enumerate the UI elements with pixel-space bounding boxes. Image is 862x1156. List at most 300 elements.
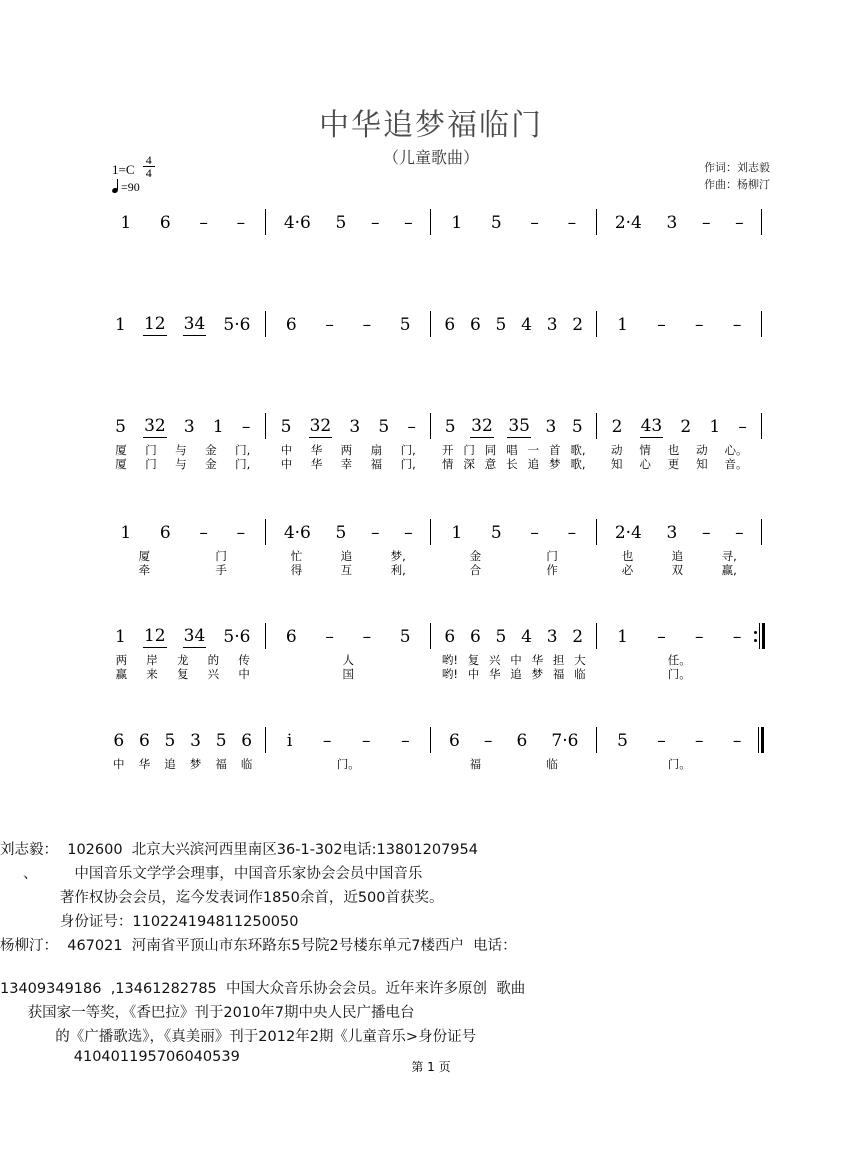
lyric-syllable: 福 (552, 667, 565, 681)
lyric-syllable: 也 (667, 443, 680, 457)
lyric-syllable: 门。 (336, 757, 360, 771)
measure (597, 518, 763, 548)
lyric-syllable: 双 (671, 563, 684, 577)
measure (431, 310, 597, 340)
footer-line: 著作权协会会员，迄今发表词作1850余首，近500首获奖。 (0, 890, 444, 906)
page-subtitle: （儿童歌曲） (382, 150, 479, 167)
lyric-syllable: 复 (467, 653, 480, 667)
note: – (404, 523, 413, 543)
lyric-syllable: 追 (510, 667, 522, 681)
lyric-syllable: 忙 (290, 549, 303, 563)
lyric-syllable: 情 (441, 457, 454, 471)
lyric-row (100, 666, 762, 682)
note: – (702, 213, 711, 233)
note: 1 (617, 315, 628, 335)
note: – (657, 731, 666, 751)
lyric-syllable: 一 (527, 443, 540, 457)
note: – (483, 731, 493, 751)
note: 5 (164, 731, 176, 751)
note: – (407, 417, 416, 437)
note: – (199, 523, 208, 543)
note: – (735, 213, 744, 233)
note: – (738, 417, 747, 437)
note: – (695, 315, 704, 335)
lyric-syllable: 歌, (570, 457, 586, 471)
lyric-measure (431, 756, 597, 772)
note: 34 (183, 626, 206, 646)
lyric-syllable: 大 (574, 653, 586, 667)
note: – (657, 315, 666, 335)
note: 32 (471, 416, 493, 436)
measure-row (100, 518, 762, 548)
lyric-syllable: 临 (546, 757, 558, 771)
note: 6 (285, 315, 297, 335)
music-system (100, 310, 762, 340)
note: – (702, 523, 711, 543)
measure (266, 208, 432, 238)
lyric-measure (266, 756, 432, 772)
lyric-syllable: 与 (175, 443, 187, 457)
time-denominator: 4 (145, 166, 152, 180)
note: 5 (399, 627, 411, 647)
note: 2 (611, 417, 623, 437)
lyric-syllable: 金 (469, 549, 482, 563)
note: – (325, 315, 334, 335)
lyric-syllable: 歌, (570, 443, 586, 457)
note: 6 (449, 731, 460, 751)
measure-row (100, 208, 762, 238)
time-signature (143, 155, 155, 178)
repeat-barline (758, 623, 765, 649)
measure-row (100, 412, 762, 442)
note: – (362, 627, 372, 647)
lyric-syllable: 知 (696, 457, 708, 471)
note: 3 (546, 315, 558, 335)
note: 1 (451, 213, 463, 233)
lyric-syllable: 中 (280, 457, 293, 471)
lyric-syllable: 赢, (721, 563, 737, 577)
lyric-syllable: 动 (610, 443, 623, 457)
lyric-syllable: 利, (390, 563, 406, 577)
note: 7·6 (551, 731, 579, 751)
note: – (199, 213, 208, 233)
lyric-syllable: 门。 (667, 667, 691, 681)
measure (266, 622, 432, 652)
note-row (100, 622, 762, 652)
lyric-syllable: 福 (370, 457, 383, 471)
lyric-row (100, 562, 762, 578)
note: 3 (183, 417, 195, 437)
note: 4 (521, 627, 532, 647)
lyric-syllable: 深 (463, 457, 475, 471)
lyric-syllable: 传 (238, 653, 250, 667)
note: – (371, 213, 380, 233)
footer-line (0, 958, 862, 974)
lyric-measure (597, 666, 763, 682)
measure (431, 208, 597, 238)
note: – (567, 213, 577, 233)
note: – (362, 315, 372, 335)
note: – (567, 523, 577, 543)
footer-contact-block (0, 838, 862, 1068)
measure (597, 726, 763, 756)
barline (761, 311, 762, 337)
note: 5 (490, 213, 502, 233)
lyric-syllable: 兴 (489, 653, 501, 667)
note: 5 (378, 417, 390, 437)
note: – (401, 731, 410, 751)
note: – (530, 523, 539, 543)
note: 1 (212, 417, 224, 437)
note: – (325, 627, 334, 647)
footer-line: 获国家一等奖，《香巴拉》刊于2010年7期中央人民广播电台 (0, 1005, 415, 1021)
note-row (100, 518, 762, 548)
lyric-syllable: 华 (310, 457, 323, 471)
note: 4·6 (283, 523, 311, 543)
lyric-syllable: 情 (639, 443, 651, 457)
lyric-syllable: 华 (489, 667, 501, 681)
lyric-syllable: 同 (484, 443, 497, 457)
lyric-syllable: 幸 (340, 457, 353, 471)
note: 6 (444, 627, 456, 647)
note: 5 (495, 315, 507, 335)
note: – (732, 731, 742, 751)
note: 2 (572, 627, 584, 647)
lyric-syllable: 作 (546, 563, 558, 577)
note: – (657, 627, 666, 647)
lyric-syllable: 更 (667, 457, 680, 471)
note: i (286, 731, 293, 751)
lyric-syllable: 追 (527, 457, 540, 471)
note: 1 (115, 315, 126, 335)
note: 5 (490, 523, 502, 543)
lyric-syllable: 中 (467, 667, 480, 681)
lyric-syllable: 门, (235, 443, 251, 457)
note: – (371, 523, 380, 543)
lyric-syllable: 福 (215, 757, 227, 771)
lyric-syllable: 门 (145, 443, 157, 457)
note: 3 (546, 627, 558, 647)
lyric-syllable: 门, (400, 457, 416, 471)
lyric-syllable: 互 (340, 563, 353, 577)
note: 5 (335, 213, 347, 233)
lyric-syllable: 门 (546, 549, 558, 563)
measure-row (100, 622, 762, 652)
lyric-syllable: 华 (138, 757, 151, 771)
note: 5·6 (223, 627, 251, 647)
lyric-syllable: 华 (310, 443, 323, 457)
note: 1 (120, 213, 132, 233)
lyric-syllable: 厦 (115, 457, 127, 471)
note: 5 (617, 731, 628, 751)
lyric-syllable: 门 (463, 443, 475, 457)
note: 6 (159, 213, 171, 233)
note: 5 (571, 417, 583, 437)
note: – (695, 731, 704, 751)
note: 12 (143, 626, 166, 646)
measure (100, 518, 266, 548)
lyric-syllable: 梦 (189, 757, 202, 771)
final-barline (758, 727, 764, 753)
note: 4·6 (283, 213, 311, 233)
measure (100, 208, 266, 238)
lyric-measure (266, 456, 432, 472)
lyric-syllable: 知 (610, 457, 623, 471)
key-label: 1=C (112, 162, 135, 177)
lyric-syllable: 心 (639, 457, 651, 471)
barline (761, 209, 762, 235)
lyric-syllable: 中 (113, 757, 125, 771)
lyric-syllable: 必 (621, 563, 634, 577)
note: 5 (399, 315, 411, 335)
footer-line: 13409349186 ,13461282785 中国大众音乐协会会员。近年来许多原创 歌曲 (0, 981, 526, 997)
lyric-syllable: 人 (342, 653, 354, 667)
lyric-syllable: 龙 (176, 653, 189, 667)
lyric-syllable: 梦 (531, 667, 544, 681)
measure (100, 412, 266, 442)
note: 6 (138, 731, 150, 751)
note: 3 (349, 417, 361, 437)
footer-line: 身份证号：110224194811250050 (0, 914, 299, 930)
note: – (732, 315, 742, 335)
lyric-measure (100, 666, 266, 682)
measure (266, 726, 432, 756)
lyric-syllable: 长 (506, 457, 518, 471)
lyric-measure (597, 456, 763, 472)
music-system (100, 622, 762, 681)
lyric-syllable: 意 (484, 457, 497, 471)
lyric-syllable: 寻, (721, 549, 737, 563)
lyric-syllable: 也 (621, 549, 634, 563)
lyric-syllable: 合 (469, 563, 482, 577)
lyric-syllable: 门 (145, 457, 157, 471)
footer-line: 410401195706040539 (0, 1049, 240, 1065)
lyric-syllable: 哟! (441, 653, 458, 667)
note: 4 (521, 315, 532, 335)
note: – (322, 731, 332, 751)
footer-line: 、 中国音乐文学学会理事，中国音乐家协会会员中国音乐 (0, 866, 423, 882)
note: 3 (190, 731, 201, 751)
note: 3 (545, 417, 557, 437)
lyric-syllable: 动 (696, 443, 708, 457)
lyric-syllable: 得 (290, 563, 303, 577)
note: 6 (469, 315, 481, 335)
lyric-syllable: 梦, (390, 549, 406, 563)
composer-credit: 作曲：杨柳汀 (704, 179, 770, 191)
lyric-row (100, 456, 762, 472)
note-row (100, 208, 762, 238)
note: – (241, 417, 251, 437)
note: 1 (451, 523, 463, 543)
note: – (236, 213, 246, 233)
note: 6 (516, 731, 528, 751)
lyric-row (100, 756, 762, 772)
lyric-syllable: 门 (215, 549, 227, 563)
lyric-measure (597, 756, 763, 772)
measure (431, 518, 597, 548)
lyric-syllable: 福 (469, 757, 482, 771)
measure (100, 310, 266, 340)
lyric-syllable: 追 (340, 549, 353, 563)
lyric-syllable: 中 (510, 653, 522, 667)
lyric-measure (266, 666, 432, 682)
note: 12 (143, 314, 166, 334)
lyric-syllable: 中 (280, 443, 293, 457)
lyric-syllable: 首 (548, 443, 561, 457)
note: 6 (444, 315, 456, 335)
lyric-syllable: 赢 (115, 667, 128, 681)
lyric-syllable: 兴 (207, 667, 220, 681)
note: 43 (640, 416, 663, 436)
quarter-note-icon (112, 181, 121, 193)
music-system (100, 412, 762, 471)
page-number: 第 1 页 (411, 1060, 451, 1074)
note: 5 (335, 523, 347, 543)
lyric-syllable: 两 (115, 653, 128, 667)
key-signature (112, 155, 155, 178)
measure (266, 518, 432, 548)
lyric-syllable: 中 (238, 667, 250, 681)
note: 6 (113, 731, 125, 751)
note: 5 (115, 417, 126, 437)
lyric-syllable: 厦 (115, 443, 127, 457)
measure-row (100, 310, 762, 340)
lyric-syllable: 追 (164, 757, 176, 771)
tempo-value: =90 (121, 180, 140, 194)
lyric-syllable: 金 (205, 443, 217, 457)
lyric-syllable: 牵 (138, 563, 151, 577)
note: 6 (159, 523, 171, 543)
page-title: 中华追梦福临门 (319, 108, 543, 143)
lyric-syllable: 复 (176, 667, 189, 681)
note: 5 (444, 417, 456, 437)
lyric-syllable: 的 (207, 653, 220, 667)
measure (597, 310, 763, 340)
note: – (236, 523, 246, 543)
barline (761, 413, 762, 439)
lyric-syllable: 门, (235, 457, 251, 471)
lyric-syllable: 追 (671, 549, 684, 563)
note: – (404, 213, 413, 233)
note: 3 (666, 213, 678, 233)
lyric-syllable: 与 (175, 457, 187, 471)
note: 2·4 (614, 213, 642, 233)
lyric-measure (431, 666, 597, 682)
time-numerator: 4 (145, 153, 152, 167)
lyric-syllable: 手 (215, 563, 227, 577)
lyric-syllable: 担 (552, 653, 565, 667)
note: – (732, 627, 742, 647)
note: – (362, 731, 371, 751)
lyric-syllable: 临 (574, 667, 586, 681)
measure (266, 412, 432, 442)
note: – (530, 213, 539, 233)
lyric-syllable: 扇 (370, 443, 383, 457)
music-system (100, 726, 762, 771)
lyric-syllable: 开 (441, 443, 454, 457)
footer-line: 的《广播歌选》，《真美丽》刊于2012年2期《儿童音乐>身份证号 (0, 1029, 477, 1045)
note: 6 (241, 731, 253, 751)
credits-block (704, 160, 770, 194)
lyric-measure (597, 562, 763, 578)
note: 32 (309, 416, 332, 436)
measure (431, 412, 597, 442)
note: 35 (508, 416, 530, 436)
lyric-measure (100, 456, 266, 472)
lyric-syllable: 梦 (548, 457, 561, 471)
measure (431, 726, 597, 756)
note: 5 (495, 627, 507, 647)
lyricist-credit: 作词：刘志毅 (704, 162, 770, 174)
lyric-syllable: 厦 (138, 549, 151, 563)
lyric-measure (100, 562, 266, 578)
lyric-syllable: 来 (146, 667, 158, 681)
lyric-syllable: 门, (400, 443, 416, 457)
barline (761, 519, 762, 545)
note: 1 (120, 523, 132, 543)
lyric-syllable: 华 (531, 653, 544, 667)
note: 6 (285, 627, 297, 647)
note: 5·6 (223, 315, 251, 335)
note: 2 (680, 417, 692, 437)
note: 1 (617, 627, 628, 647)
note: 3 (666, 523, 678, 543)
lyric-measure (431, 562, 597, 578)
measure (597, 622, 763, 652)
note: 6 (469, 627, 481, 647)
lyric-syllable: 两 (340, 443, 353, 457)
lyric-syllable: 岸 (146, 653, 158, 667)
lyric-syllable: 临 (240, 757, 253, 771)
lyric-syllable: 心。 (724, 443, 748, 457)
measure (597, 412, 763, 442)
note: 5 (215, 731, 227, 751)
measure (100, 726, 266, 756)
lyric-measure (100, 756, 266, 772)
lyric-syllable: 哟! (441, 667, 458, 681)
tempo-marking (112, 180, 140, 195)
note: 1 (709, 417, 721, 437)
lyric-syllable: 门。 (667, 757, 691, 771)
note: 5 (280, 417, 292, 437)
footer-line: 杨柳汀： 467021 河南省平顶山市东环路东5号院2号楼东单元7楼西户 电话： (0, 938, 517, 954)
lyric-syllable: 国 (342, 667, 354, 681)
note-row (100, 310, 762, 340)
music-system (100, 518, 762, 577)
lyric-syllable: 金 (205, 457, 217, 471)
measure (266, 310, 432, 340)
lyric-syllable: 任。 (667, 653, 691, 667)
measure (431, 622, 597, 652)
measure (100, 622, 266, 652)
lyric-measure (431, 456, 597, 472)
note: – (695, 627, 704, 647)
footer-line: 刘志毅： 102600 北京大兴滨河西里南区36-1-302电话:13801207954 (0, 842, 478, 858)
lyric-syllable: 唱 (506, 443, 518, 457)
measure (597, 208, 763, 238)
note-row (100, 412, 762, 442)
lyric-syllable: 音。 (724, 457, 748, 471)
note: 34 (183, 314, 206, 334)
note: 2·4 (614, 523, 642, 543)
measure-row (100, 726, 762, 756)
note: 32 (144, 416, 166, 436)
lyric-measure (266, 562, 432, 578)
note: 1 (115, 627, 126, 647)
note-row (100, 726, 762, 756)
note: 2 (572, 315, 584, 335)
music-system (100, 208, 762, 238)
